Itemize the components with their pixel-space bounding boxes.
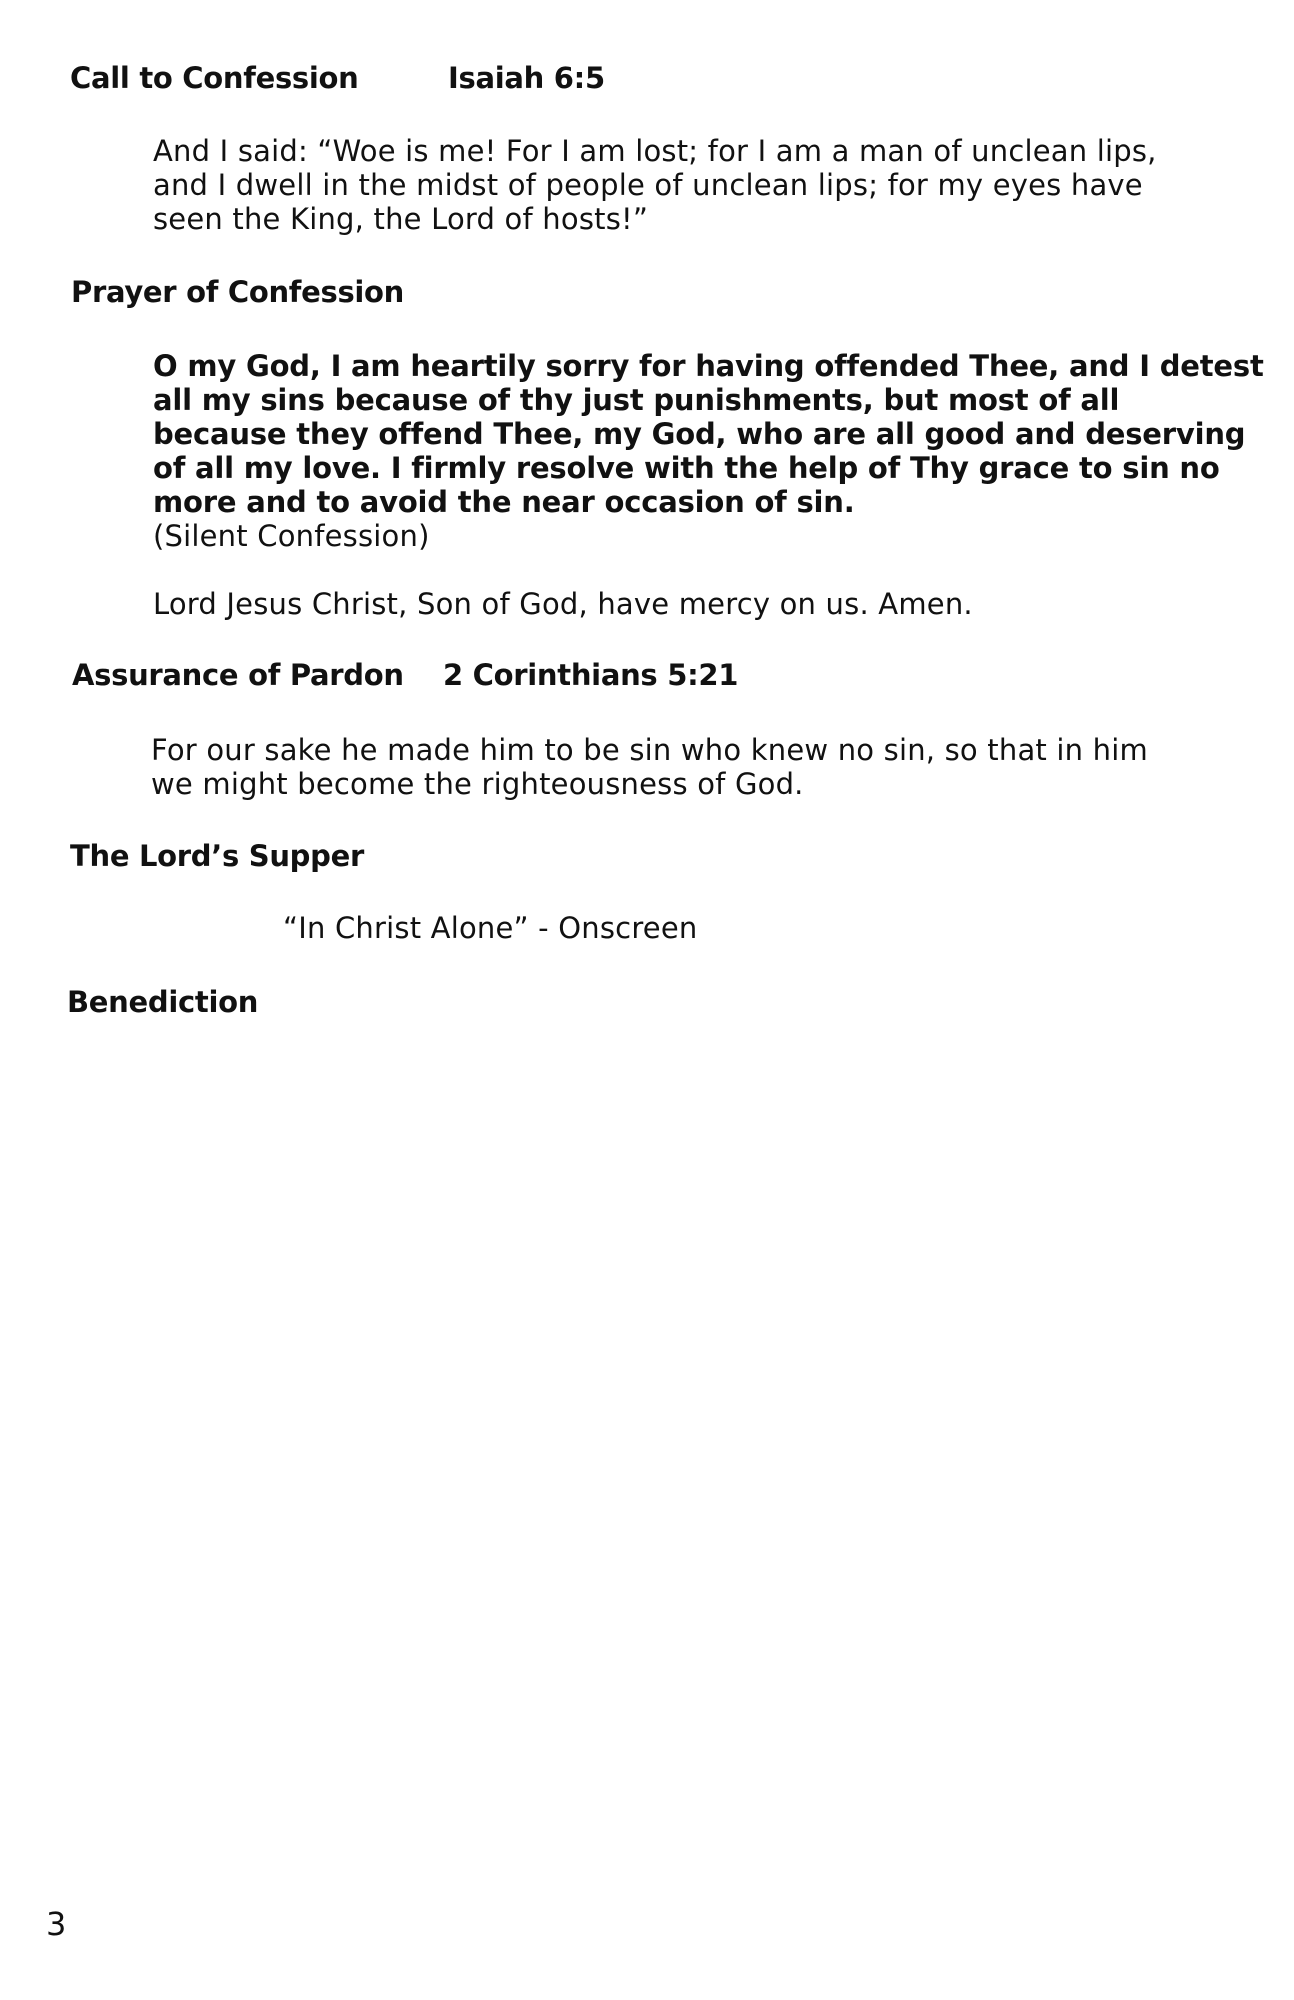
prayer-line: because they offend Thee, my God, who are all good and deserving [153,417,1246,451]
prayer-line: of all my love. I firmly resolve with the help of Thy grace to sin no [153,451,1220,485]
page-number: 3 [46,1905,67,1943]
confession-response: Lord Jesus Christ, Son of God, have mercy on us. Amen. [153,587,973,621]
benediction-heading: Benediction [67,985,259,1019]
call-to-confession-reference: Isaiah 6:5 [448,61,605,95]
lords-supper-heading: The Lord’s Supper [70,839,364,873]
prayer-of-confession-text [153,349,1264,519]
assurance-of-pardon-heading: Assurance of Pardon [72,658,404,692]
silent-confession-note: (Silent Confession) [153,519,430,553]
text-line: For our sake he made him to be sin who knew no sin, so that in him [151,733,1148,767]
prayer-of-confession-heading: Prayer of Confession [71,275,405,309]
text-line: and I dwell in the midst of people of unclean lips; for my eyes have [153,168,1143,202]
text-line: we might become the righteousness of God. [151,767,804,801]
call-to-confession-text [153,134,1213,236]
prayer-line: more and to avoid the near occasion of sin. [153,485,855,519]
assurance-of-pardon-text [151,733,1211,801]
text-line: seen the King, the Lord of hosts!” [153,202,649,236]
text-line: And I said: “Woe is me! For I am lost; for I am a man of unclean lips, [153,134,1157,168]
prayer-line: all my sins because of thy just punishments, but most of all [153,383,1120,417]
call-to-confession-heading: Call to Confession [70,61,359,95]
lords-supper-song: “In Christ Alone” - Onscreen [283,911,698,945]
prayer-line: O my God, I am heartily sorry for having offended Thee, and I detest [153,349,1264,383]
assurance-of-pardon-reference: 2 Corinthians 5:21 [443,658,739,692]
